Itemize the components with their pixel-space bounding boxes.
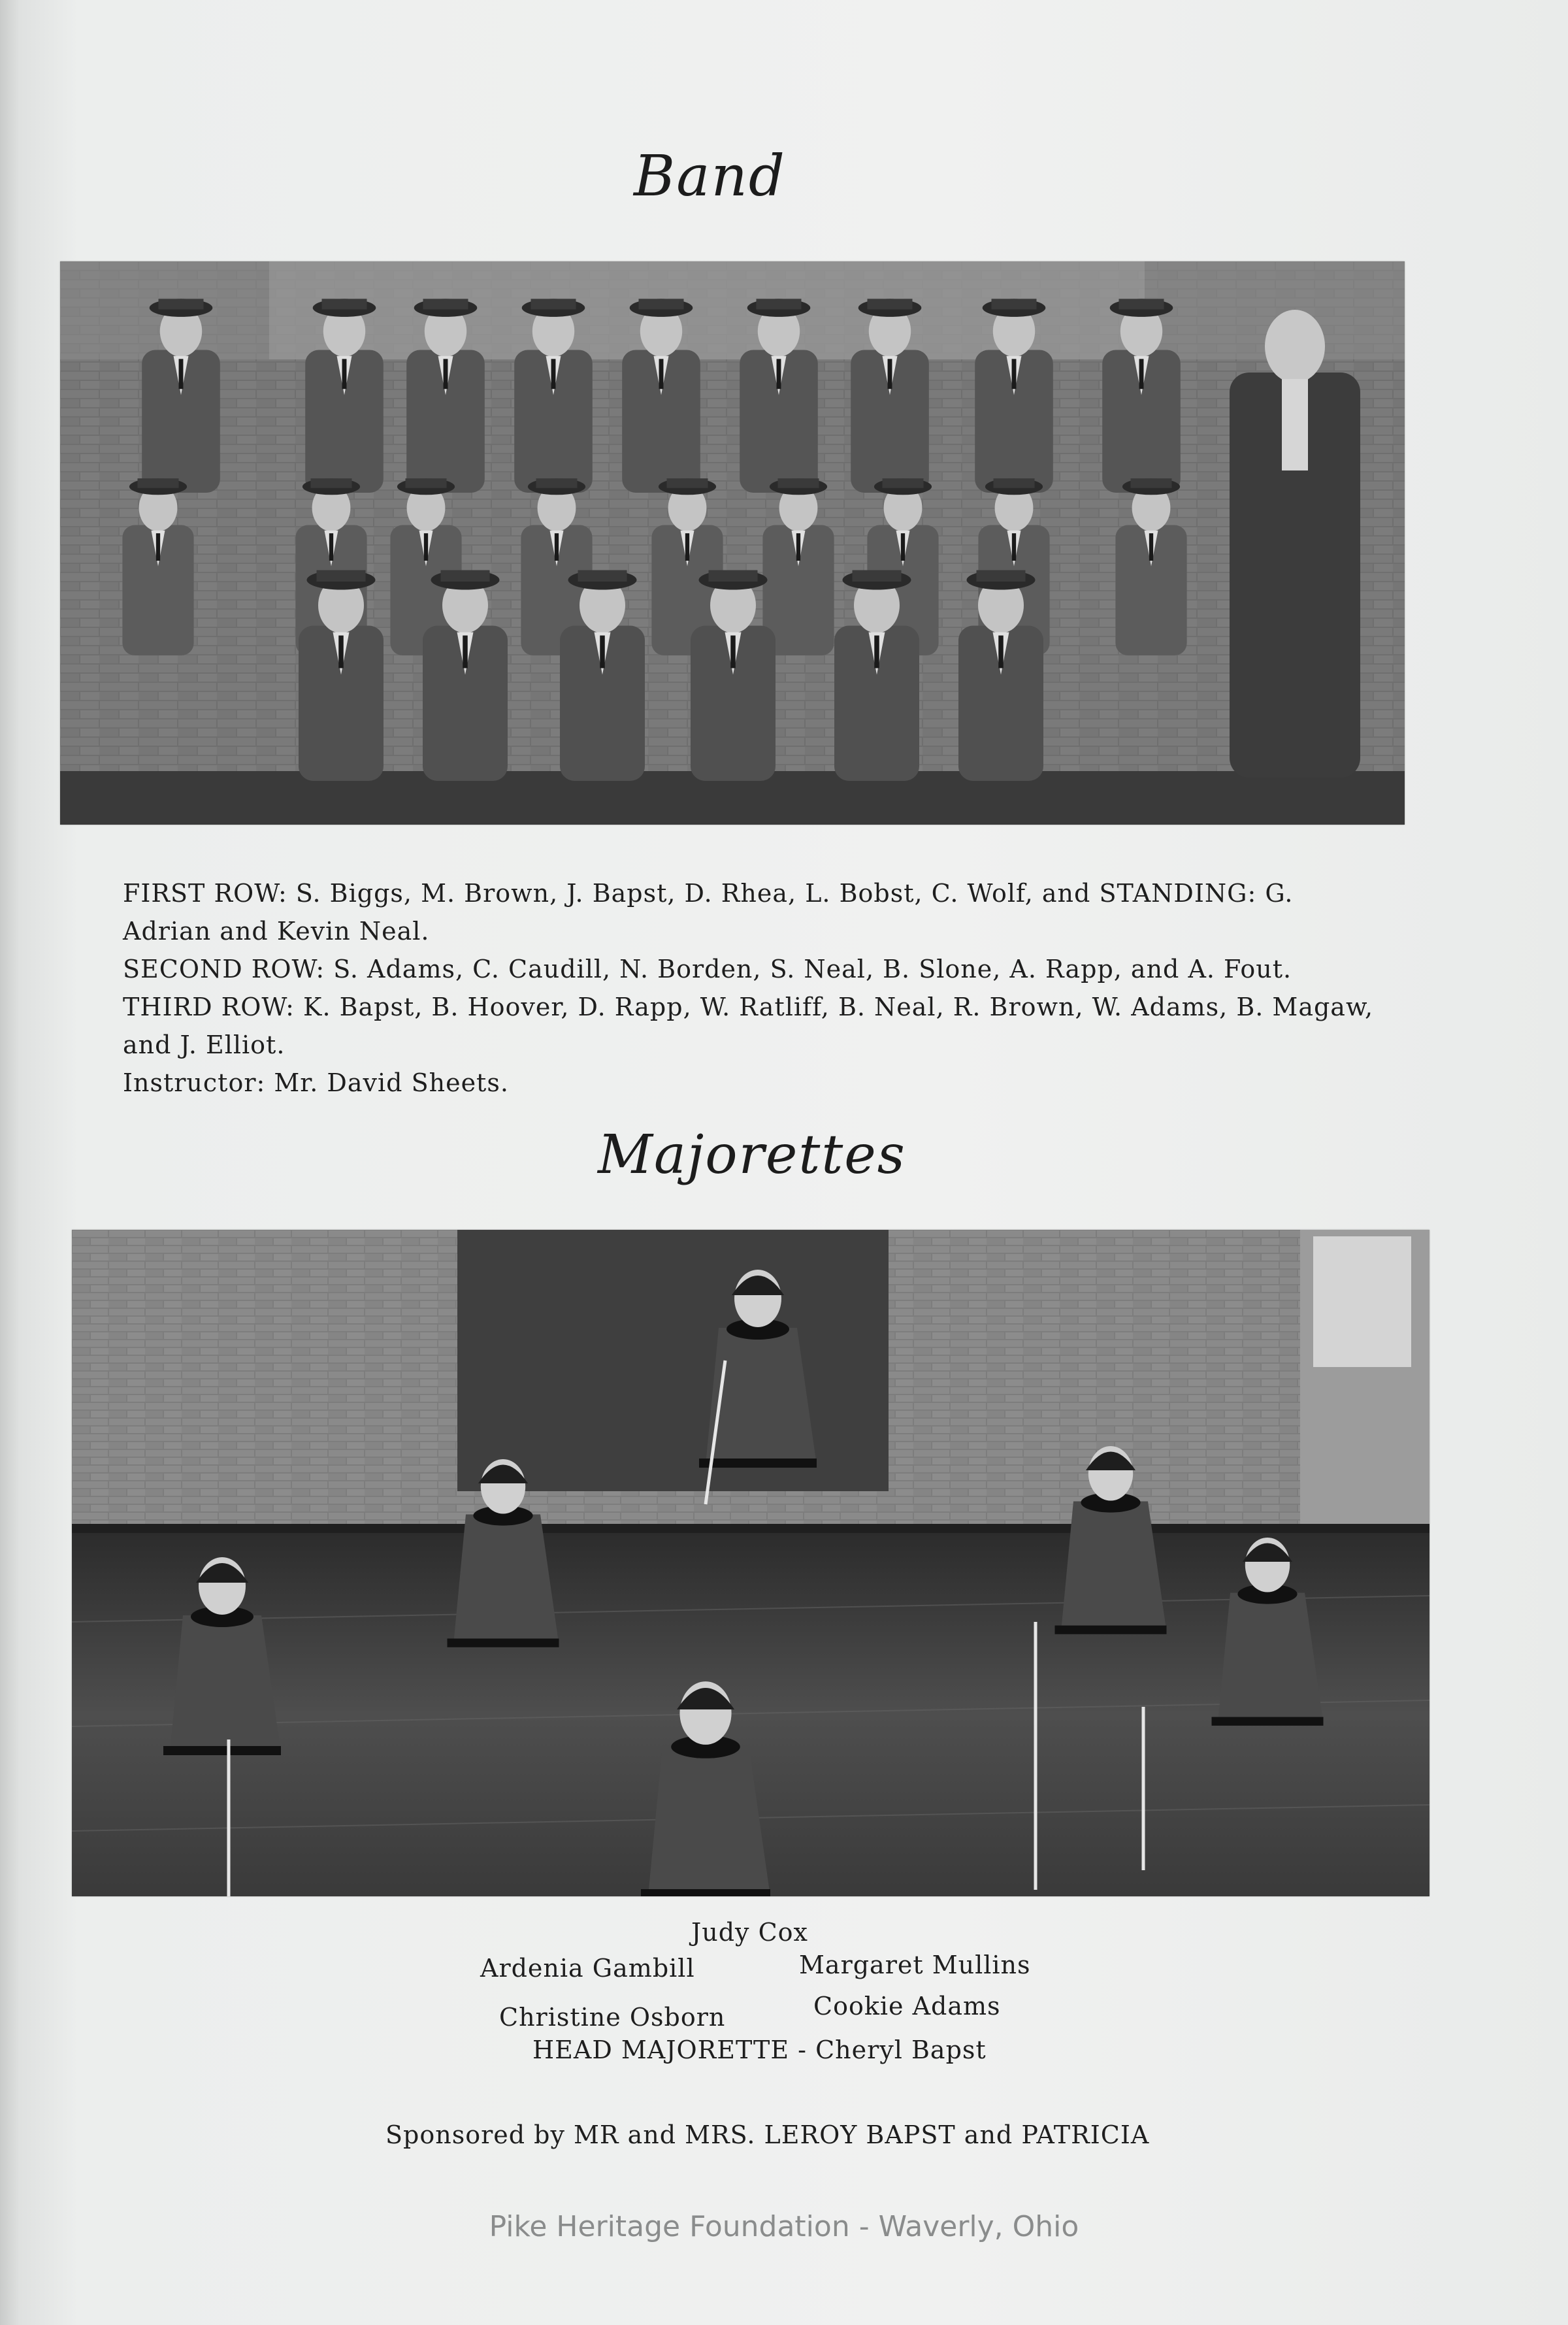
sponsor-line: Sponsored by MR and MRS. LEROY BAPST and PATRICIA <box>385 2120 1150 2149</box>
majorette-name-christine: Christine Osborn <box>499 2003 726 2032</box>
band-photo <box>60 261 1405 825</box>
band-first-row: FIRST ROW: S. Biggs, M. Brown, J. Bapst, D. Rhea, L. Bobst, C. Wolf, and STANDING: G. Adrian and Kevin Neal. <box>123 879 1294 946</box>
watermark: Pike Heritage Foundation - Waverly, Ohio <box>489 2210 1079 2243</box>
band-third-row: THIRD ROW: K. Bapst, B. Hoover, D. Rapp, W. Ratliff, B. Neal, R. Brown, W. Adams, B. Magaw, and J. Elliot. <box>123 993 1374 1059</box>
band-instructor: Instructor: Mr. David Sheets. <box>123 1068 509 1097</box>
instructor-figure <box>1230 310 1360 778</box>
majorette-name-cookie: Cookie Adams <box>813 1992 1001 2020</box>
head-majorette: HEAD MAJORETTE - Cheryl Bapst <box>532 2036 987 2064</box>
band-second-row: SECOND ROW: S. Adams, C. Caudill, N. Borden, S. Neal, B. Slone, A. Rapp, and A. Fout. <box>123 955 1292 983</box>
majorette-name-ardenia: Ardenia Gambill <box>480 1954 695 1983</box>
majorettes-photo <box>72 1230 1429 1896</box>
band-caption <box>123 874 1377 1102</box>
band-title: Band <box>634 144 786 209</box>
majorette-name-margaret: Margaret Mullins <box>799 1951 1031 1979</box>
majorettes-title: Majorettes <box>598 1124 906 1186</box>
majorette-name-judy: Judy Cox <box>691 1918 808 1947</box>
